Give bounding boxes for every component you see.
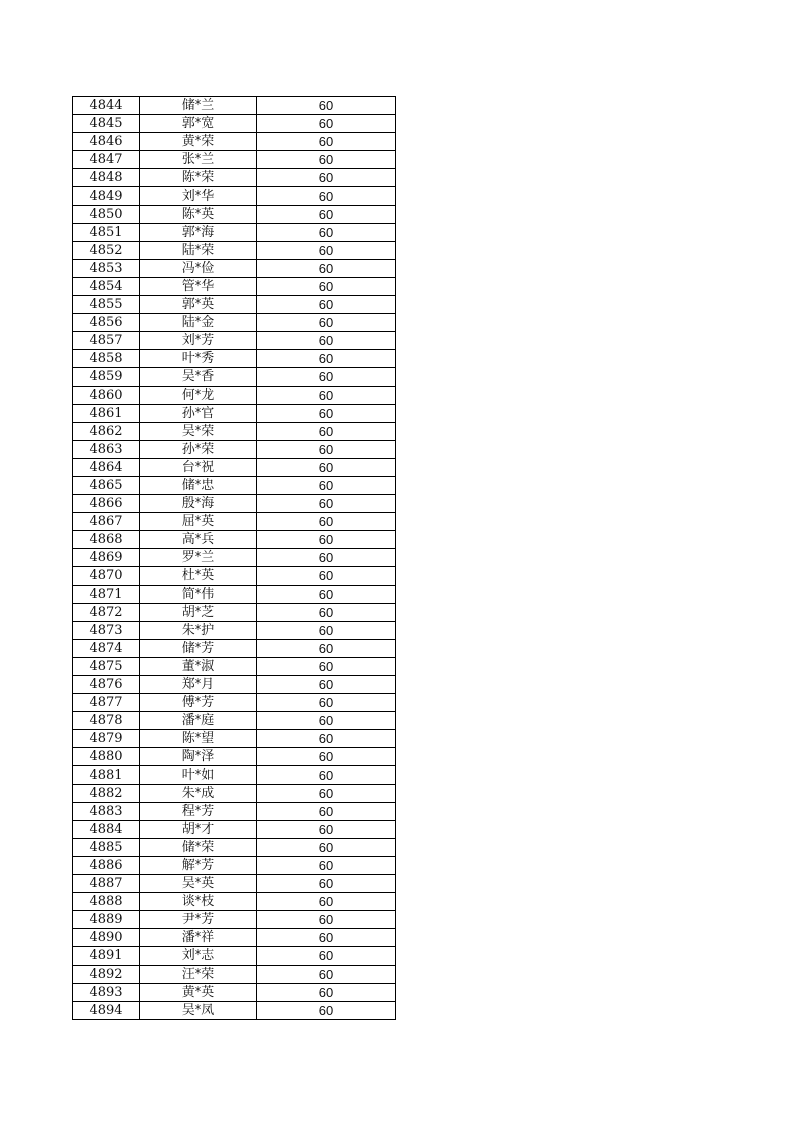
row-number-cell: 4888 <box>73 893 140 911</box>
table-row <box>73 187 396 205</box>
name-cell: 吴*英 <box>140 875 257 893</box>
row-number-cell: 4863 <box>73 440 140 458</box>
row-number-cell: 4853 <box>73 259 140 277</box>
row-number-cell: 4856 <box>73 314 140 332</box>
name-cell: 陈*荣 <box>140 169 257 187</box>
table-row <box>73 911 396 929</box>
name-cell: 高*兵 <box>140 531 257 549</box>
score-cell: 60 <box>257 929 396 947</box>
row-number-cell: 4872 <box>73 603 140 621</box>
score-cell: 60 <box>257 712 396 730</box>
name-cell: 黄*英 <box>140 983 257 1001</box>
table-row <box>73 603 396 621</box>
name-cell: 吴*荣 <box>140 422 257 440</box>
row-number-cell: 4859 <box>73 368 140 386</box>
table-row <box>73 657 396 675</box>
name-cell: 简*伟 <box>140 585 257 603</box>
table-row <box>73 350 396 368</box>
table-row <box>73 820 396 838</box>
table-row <box>73 332 396 350</box>
name-cell: 朱*成 <box>140 784 257 802</box>
score-cell: 60 <box>257 676 396 694</box>
name-cell: 董*淑 <box>140 657 257 675</box>
score-cell: 60 <box>257 422 396 440</box>
table-row <box>73 856 396 874</box>
score-cell: 60 <box>257 856 396 874</box>
row-number-cell: 4852 <box>73 241 140 259</box>
name-cell: 台*祝 <box>140 458 257 476</box>
name-cell: 谈*枝 <box>140 893 257 911</box>
table-row <box>73 621 396 639</box>
row-number-cell: 4875 <box>73 657 140 675</box>
table-row <box>73 784 396 802</box>
row-number-cell: 4854 <box>73 277 140 295</box>
row-number-cell: 4862 <box>73 422 140 440</box>
row-number-cell: 4860 <box>73 386 140 404</box>
score-cell: 60 <box>257 368 396 386</box>
name-cell: 叶*秀 <box>140 350 257 368</box>
table-row <box>73 205 396 223</box>
row-number-cell: 4881 <box>73 766 140 784</box>
name-cell: 何*龙 <box>140 386 257 404</box>
score-cell: 60 <box>257 983 396 1001</box>
score-cell: 60 <box>257 965 396 983</box>
name-cell: 储*兰 <box>140 97 257 115</box>
name-cell: 储*芳 <box>140 639 257 657</box>
table-row <box>73 296 396 314</box>
score-cell: 60 <box>257 187 396 205</box>
score-cell: 60 <box>257 639 396 657</box>
row-number-cell: 4879 <box>73 730 140 748</box>
score-cell: 60 <box>257 259 396 277</box>
table-row <box>73 476 396 494</box>
name-cell: 叶*如 <box>140 766 257 784</box>
name-cell: 陶*泽 <box>140 748 257 766</box>
score-cell: 60 <box>257 875 396 893</box>
table-row <box>73 495 396 513</box>
name-cell: 孙*荣 <box>140 440 257 458</box>
name-cell: 潘*庭 <box>140 712 257 730</box>
row-number-cell: 4880 <box>73 748 140 766</box>
table-row <box>73 223 396 241</box>
table-row <box>73 531 396 549</box>
name-cell: 郭*英 <box>140 296 257 314</box>
score-cell: 60 <box>257 621 396 639</box>
row-number-cell: 4893 <box>73 983 140 1001</box>
table-row <box>73 730 396 748</box>
name-cell: 傅*芳 <box>140 694 257 712</box>
name-cell: 郑*月 <box>140 676 257 694</box>
name-cell: 储*忠 <box>140 476 257 494</box>
table-row <box>73 259 396 277</box>
row-number-cell: 4847 <box>73 151 140 169</box>
table-row <box>73 748 396 766</box>
row-number-cell: 4887 <box>73 875 140 893</box>
name-cell: 陆*金 <box>140 314 257 332</box>
score-cell: 60 <box>257 241 396 259</box>
row-number-cell: 4885 <box>73 838 140 856</box>
name-cell: 储*荣 <box>140 838 257 856</box>
table-row <box>73 151 396 169</box>
table-row <box>73 1001 396 1019</box>
row-number-cell: 4858 <box>73 350 140 368</box>
row-number-cell: 4851 <box>73 223 140 241</box>
score-cell: 60 <box>257 169 396 187</box>
score-cell: 60 <box>257 567 396 585</box>
row-number-cell: 4883 <box>73 802 140 820</box>
name-cell: 汪*荣 <box>140 965 257 983</box>
row-number-cell: 4867 <box>73 513 140 531</box>
table-row <box>73 694 396 712</box>
score-cell: 60 <box>257 332 396 350</box>
score-cell: 60 <box>257 1001 396 1019</box>
table-row <box>73 169 396 187</box>
name-cell: 刘*志 <box>140 947 257 965</box>
data-table <box>72 96 396 1020</box>
score-cell: 60 <box>257 911 396 929</box>
row-number-cell: 4844 <box>73 97 140 115</box>
row-number-cell: 4846 <box>73 133 140 151</box>
table-body <box>73 97 396 1020</box>
table-row <box>73 585 396 603</box>
row-number-cell: 4869 <box>73 549 140 567</box>
table-row <box>73 440 396 458</box>
name-cell: 程*芳 <box>140 802 257 820</box>
score-cell: 60 <box>257 495 396 513</box>
name-cell: 胡*芝 <box>140 603 257 621</box>
table-row <box>73 458 396 476</box>
table-row <box>73 567 396 585</box>
table-row <box>73 947 396 965</box>
score-cell: 60 <box>257 585 396 603</box>
score-cell: 60 <box>257 893 396 911</box>
score-cell: 60 <box>257 350 396 368</box>
score-cell: 60 <box>257 97 396 115</box>
score-cell: 60 <box>257 115 396 133</box>
row-number-cell: 4865 <box>73 476 140 494</box>
table-row <box>73 513 396 531</box>
row-number-cell: 4882 <box>73 784 140 802</box>
row-number-cell: 4891 <box>73 947 140 965</box>
table-row <box>73 766 396 784</box>
table-row <box>73 277 396 295</box>
score-cell: 60 <box>257 549 396 567</box>
score-cell: 60 <box>257 513 396 531</box>
name-cell: 管*华 <box>140 277 257 295</box>
table-row <box>73 314 396 332</box>
row-number-cell: 4890 <box>73 929 140 947</box>
name-cell: 陈*望 <box>140 730 257 748</box>
score-cell: 60 <box>257 947 396 965</box>
name-cell: 冯*俭 <box>140 259 257 277</box>
table-row <box>73 404 396 422</box>
score-cell: 60 <box>257 133 396 151</box>
score-cell: 60 <box>257 476 396 494</box>
table-row <box>73 97 396 115</box>
score-cell: 60 <box>257 766 396 784</box>
row-number-cell: 4857 <box>73 332 140 350</box>
name-cell: 陆*荣 <box>140 241 257 259</box>
row-number-cell: 4855 <box>73 296 140 314</box>
name-cell: 殷*海 <box>140 495 257 513</box>
score-cell: 60 <box>257 277 396 295</box>
row-number-cell: 4871 <box>73 585 140 603</box>
table-row <box>73 133 396 151</box>
row-number-cell: 4861 <box>73 404 140 422</box>
name-cell: 解*芳 <box>140 856 257 874</box>
score-cell: 60 <box>257 802 396 820</box>
name-cell: 杜*英 <box>140 567 257 585</box>
table-row <box>73 983 396 1001</box>
name-cell: 尹*芳 <box>140 911 257 929</box>
row-number-cell: 4886 <box>73 856 140 874</box>
table-row <box>73 802 396 820</box>
table-row <box>73 368 396 386</box>
score-cell: 60 <box>257 205 396 223</box>
row-number-cell: 4845 <box>73 115 140 133</box>
score-cell: 60 <box>257 820 396 838</box>
table-row <box>73 712 396 730</box>
score-cell: 60 <box>257 223 396 241</box>
score-cell: 60 <box>257 404 396 422</box>
score-cell: 60 <box>257 531 396 549</box>
name-cell: 孙*官 <box>140 404 257 422</box>
score-cell: 60 <box>257 151 396 169</box>
table-row <box>73 115 396 133</box>
table-row <box>73 893 396 911</box>
name-cell: 屈*英 <box>140 513 257 531</box>
table-row <box>73 676 396 694</box>
table-row <box>73 929 396 947</box>
row-number-cell: 4878 <box>73 712 140 730</box>
table-row <box>73 422 396 440</box>
row-number-cell: 4850 <box>73 205 140 223</box>
score-cell: 60 <box>257 603 396 621</box>
row-number-cell: 4876 <box>73 676 140 694</box>
name-cell: 吴*香 <box>140 368 257 386</box>
name-cell: 郭*宽 <box>140 115 257 133</box>
score-cell: 60 <box>257 694 396 712</box>
score-cell: 60 <box>257 314 396 332</box>
name-cell: 胡*才 <box>140 820 257 838</box>
name-cell: 朱*护 <box>140 621 257 639</box>
row-number-cell: 4884 <box>73 820 140 838</box>
name-cell: 吴*凤 <box>140 1001 257 1019</box>
row-number-cell: 4889 <box>73 911 140 929</box>
score-cell: 60 <box>257 838 396 856</box>
row-number-cell: 4864 <box>73 458 140 476</box>
score-cell: 60 <box>257 386 396 404</box>
score-cell: 60 <box>257 440 396 458</box>
row-number-cell: 4870 <box>73 567 140 585</box>
name-cell: 潘*祥 <box>140 929 257 947</box>
row-number-cell: 4892 <box>73 965 140 983</box>
row-number-cell: 4849 <box>73 187 140 205</box>
row-number-cell: 4868 <box>73 531 140 549</box>
table-row <box>73 639 396 657</box>
score-cell: 60 <box>257 657 396 675</box>
table-row <box>73 386 396 404</box>
score-cell: 60 <box>257 458 396 476</box>
table-row <box>73 875 396 893</box>
name-cell: 陈*英 <box>140 205 257 223</box>
score-cell: 60 <box>257 730 396 748</box>
name-cell: 刘*华 <box>140 187 257 205</box>
name-cell: 黄*荣 <box>140 133 257 151</box>
row-number-cell: 4873 <box>73 621 140 639</box>
row-number-cell: 4848 <box>73 169 140 187</box>
name-cell: 郭*海 <box>140 223 257 241</box>
table-row <box>73 241 396 259</box>
table-row <box>73 965 396 983</box>
table-row <box>73 838 396 856</box>
row-number-cell: 4866 <box>73 495 140 513</box>
row-number-cell: 4877 <box>73 694 140 712</box>
name-cell: 罗*兰 <box>140 549 257 567</box>
name-cell: 刘*芳 <box>140 332 257 350</box>
table-row <box>73 549 396 567</box>
row-number-cell: 4894 <box>73 1001 140 1019</box>
score-cell: 60 <box>257 784 396 802</box>
score-cell: 60 <box>257 748 396 766</box>
row-number-cell: 4874 <box>73 639 140 657</box>
score-cell: 60 <box>257 296 396 314</box>
name-cell: 张*兰 <box>140 151 257 169</box>
